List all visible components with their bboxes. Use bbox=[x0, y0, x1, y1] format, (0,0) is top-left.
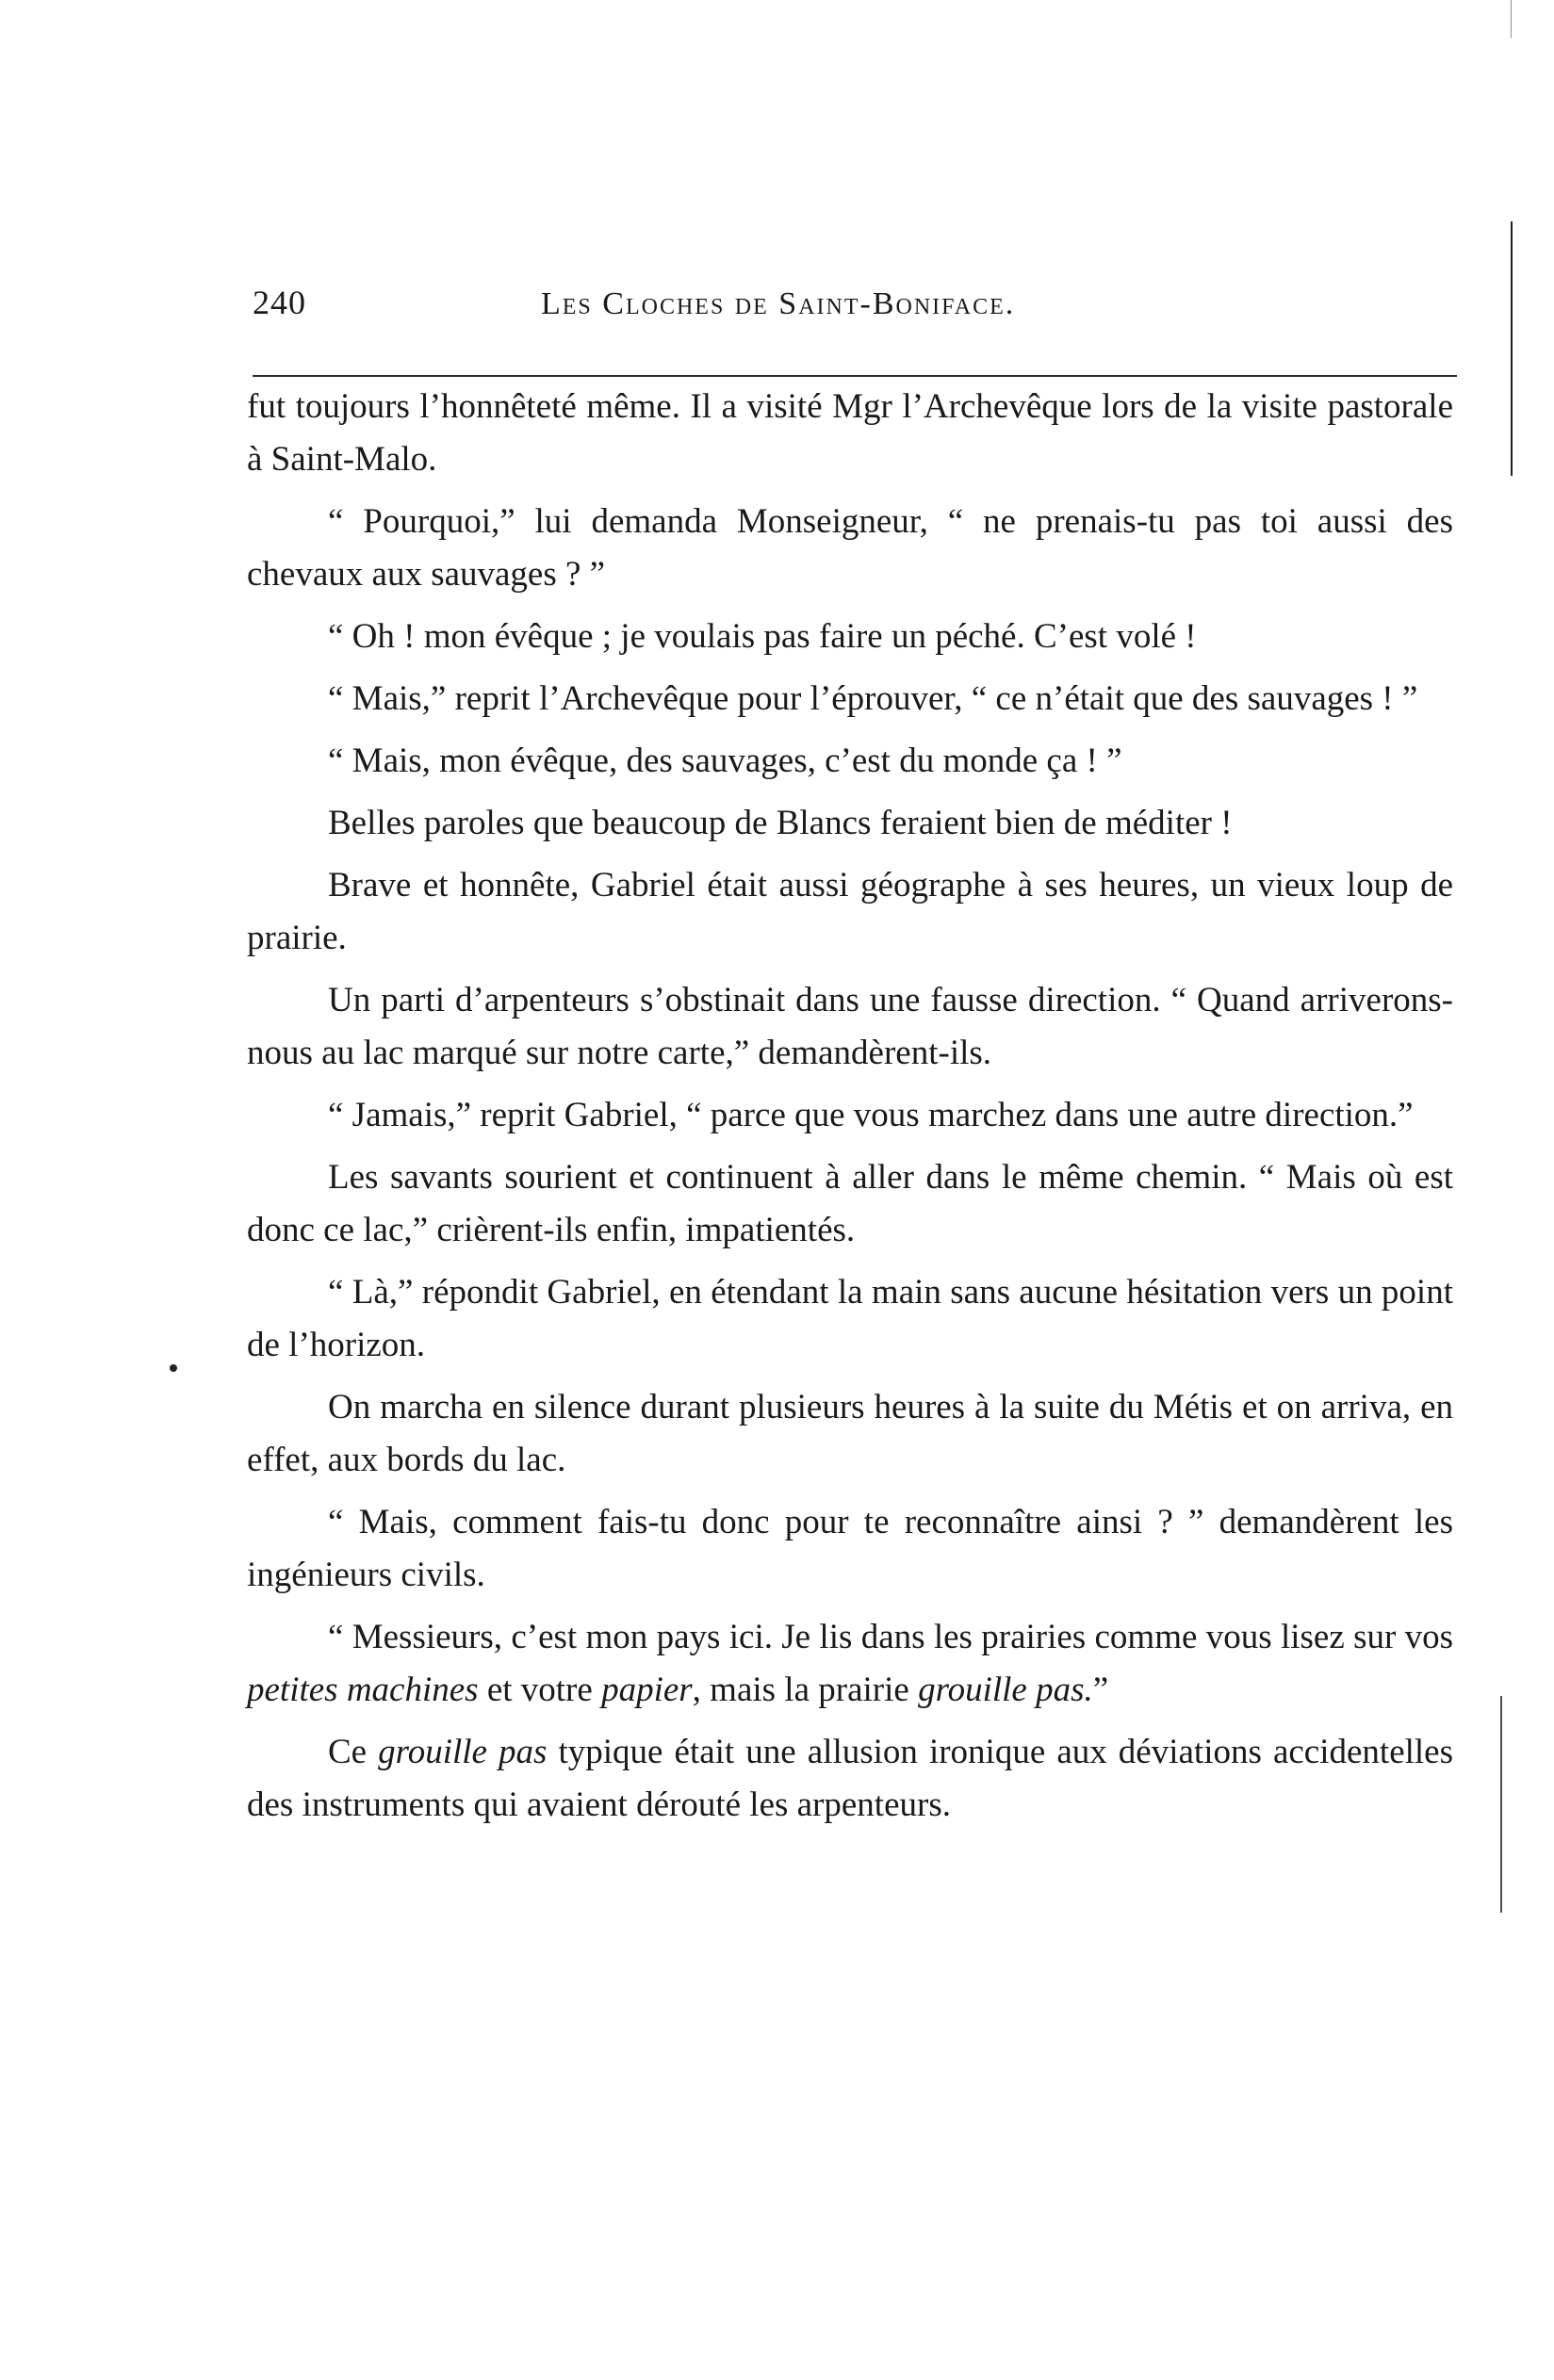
paragraph bbox=[247, 1726, 1453, 1832]
text-run: On marcha en silence durant plusieurs heures à la suite du Métis et on arriva, en effet, aux bords du lac. bbox=[247, 1388, 1453, 1479]
text-run: “ Mais,” reprit l’Archevêque pour l’éprouver, “ ce n’était que des sauvages ! ” bbox=[328, 679, 1418, 718]
italic-text: petites machines bbox=[247, 1671, 479, 1709]
text-run: “ Oh ! mon évêque ; je voulais pas faire un péché. C’est volé ! bbox=[328, 617, 1197, 656]
header-rule bbox=[253, 375, 1457, 377]
paragraph bbox=[247, 1151, 1453, 1257]
text-run: Les savants sourient et continuent à aller dans le même chemin. “ Mais où est donc ce lac,” crièrent-ils enfin, impatientés. bbox=[247, 1158, 1453, 1249]
scan-edge-mark bbox=[1511, 0, 1512, 38]
text-run: ” bbox=[1092, 1671, 1109, 1709]
paragraph bbox=[247, 1496, 1453, 1602]
running-title: Les Cloches de Saint-Boniface. bbox=[541, 286, 1016, 321]
italic-text: grouille pas bbox=[378, 1733, 548, 1771]
text-run: Ce bbox=[328, 1733, 379, 1771]
text-run: Brave et honnête, Gabriel était aussi géographe à ses heures, un vieux loup de prairie. bbox=[247, 866, 1453, 957]
italic-text: papier bbox=[601, 1671, 693, 1709]
paragraph bbox=[247, 673, 1453, 725]
text-run: “ Pourquoi,” lui demanda Monseigneur, “ ne prenais-tu pas toi aussi des chevaux aux sauvages ? ” bbox=[247, 502, 1453, 594]
text-run: fut toujours l’honnêteté même. Il a visité Mgr l’Archevêque lors de la visite pastorale à Saint-Malo. bbox=[247, 387, 1453, 479]
scan-edge-mark bbox=[1511, 221, 1513, 476]
text-run: , mais la prairie bbox=[692, 1671, 919, 1709]
text-run: typique était une allusion ironique aux déviations accidentelles des instruments qui avaient dérouté les arpenteurs. bbox=[247, 1733, 1453, 1824]
text-run: Un parti d’arpenteurs s’obstinait dans une fausse direction. “ Quand arriverons-nous au lac marqué sur notre carte,” demandèrent-ils. bbox=[247, 981, 1453, 1072]
italic-text: grouille pas. bbox=[918, 1671, 1093, 1709]
scan-dot bbox=[170, 1364, 177, 1372]
page-header bbox=[253, 283, 1457, 349]
paragraph bbox=[247, 496, 1453, 601]
scan-edge-mark bbox=[1500, 1696, 1502, 1913]
paragraph bbox=[247, 381, 1453, 486]
page-number: 240 bbox=[253, 284, 306, 321]
body-text bbox=[247, 381, 1453, 1841]
paragraph bbox=[247, 1381, 1453, 1487]
paragraph bbox=[247, 1089, 1453, 1142]
text-run: “ Mais, mon évêque, des sauvages, c’est du monde ça ! ” bbox=[328, 742, 1122, 780]
paragraph bbox=[247, 797, 1453, 850]
paragraph bbox=[247, 735, 1453, 788]
text-run: “ Messieurs, c’est mon pays ici. Je lis dans les prairies comme vous lisez sur vos bbox=[328, 1618, 1453, 1656]
paragraph bbox=[247, 974, 1453, 1080]
paragraph bbox=[247, 1611, 1453, 1717]
text-run: et votre bbox=[478, 1671, 602, 1709]
text-run: Belles paroles que beaucoup de Blancs feraient bien de méditer ! bbox=[328, 804, 1233, 842]
text-run: “ Là,” répondit Gabriel, en étendant la main sans aucune hésitation vers un point de l’horizon. bbox=[247, 1273, 1453, 1364]
paragraph bbox=[247, 1266, 1453, 1372]
text-run: “ Mais, comment fais-tu donc pour te reconnaître ainsi ? ” demandèrent les ingénieurs civils. bbox=[247, 1503, 1453, 1594]
text-run: “ Jamais,” reprit Gabriel, “ parce que vous marchez dans une autre direction.” bbox=[328, 1096, 1414, 1134]
paragraph bbox=[247, 859, 1453, 965]
paragraph bbox=[247, 611, 1453, 663]
